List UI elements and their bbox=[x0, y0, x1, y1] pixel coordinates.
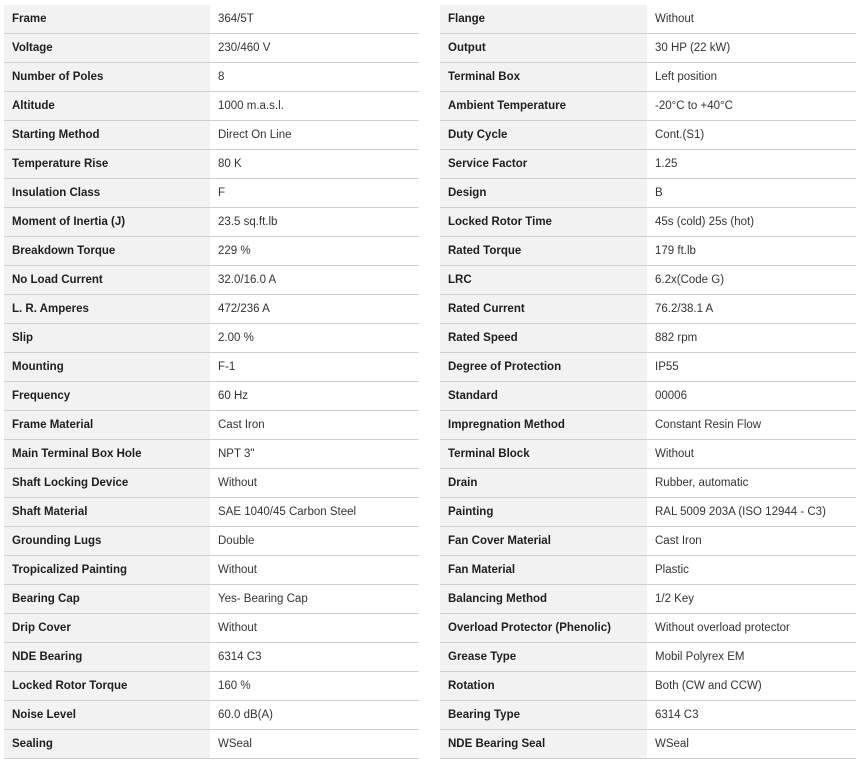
spec-label: Impregnation Method bbox=[440, 411, 647, 440]
spec-label: Slip bbox=[4, 324, 210, 353]
spec-value: Left position bbox=[647, 63, 856, 92]
spec-row bbox=[440, 440, 856, 469]
spec-label: Moment of Inertia (J) bbox=[4, 208, 210, 237]
spec-value: 80 K bbox=[210, 150, 419, 179]
spec-row bbox=[440, 237, 856, 266]
spec-row bbox=[4, 5, 419, 34]
spec-value: 30 HP (22 kW) bbox=[647, 34, 856, 63]
spec-label: Drain bbox=[440, 469, 647, 498]
spec-value: -20°C to +40°C bbox=[647, 92, 856, 121]
spec-value: 2.00 % bbox=[210, 324, 419, 353]
spec-value: Without bbox=[647, 440, 856, 469]
spec-label: Degree of Protection bbox=[440, 353, 647, 382]
spec-label: Rotation bbox=[440, 672, 647, 701]
spec-row bbox=[4, 382, 419, 411]
spec-value: 76.2/38.1 A bbox=[647, 295, 856, 324]
spec-value: Cast Iron bbox=[210, 411, 419, 440]
spec-row bbox=[440, 556, 856, 585]
spec-row bbox=[4, 353, 419, 382]
spec-value: Rubber, automatic bbox=[647, 469, 856, 498]
spec-label: Rated Speed bbox=[440, 324, 647, 353]
spec-value: 160 % bbox=[210, 672, 419, 701]
spec-row bbox=[440, 266, 856, 295]
spec-label: Main Terminal Box Hole bbox=[4, 440, 210, 469]
spec-value: IP55 bbox=[647, 353, 856, 382]
spec-value: Without bbox=[210, 469, 419, 498]
spec-row bbox=[440, 179, 856, 208]
spec-row bbox=[4, 63, 419, 92]
spec-label: Frame Material bbox=[4, 411, 210, 440]
spec-label: Standard bbox=[440, 382, 647, 411]
spec-row bbox=[440, 469, 856, 498]
spec-value: Yes- Bearing Cap bbox=[210, 585, 419, 614]
spec-value: 23.5 sq.ft.lb bbox=[210, 208, 419, 237]
spec-row bbox=[4, 237, 419, 266]
spec-value: 229 % bbox=[210, 237, 419, 266]
spec-value: 8 bbox=[210, 63, 419, 92]
spec-value: 179 ft.lb bbox=[647, 237, 856, 266]
spec-row bbox=[440, 353, 856, 382]
spec-label: NDE Bearing Seal bbox=[440, 730, 647, 759]
spec-label: Fan Cover Material bbox=[440, 527, 647, 556]
spec-label: Altitude bbox=[4, 92, 210, 121]
spec-row bbox=[4, 208, 419, 237]
spec-label: Balancing Method bbox=[440, 585, 647, 614]
spec-value: 1.25 bbox=[647, 150, 856, 179]
spec-row bbox=[440, 150, 856, 179]
spec-row bbox=[4, 179, 419, 208]
spec-row bbox=[4, 411, 419, 440]
spec-value: Cont.(S1) bbox=[647, 121, 856, 150]
spec-value: Constant Resin Flow bbox=[647, 411, 856, 440]
spec-label: Terminal Block bbox=[440, 440, 647, 469]
spec-row bbox=[4, 643, 419, 672]
spec-label: Painting bbox=[440, 498, 647, 527]
spec-label: L. R. Amperes bbox=[4, 295, 210, 324]
spec-label: No Load Current bbox=[4, 266, 210, 295]
spec-row bbox=[4, 266, 419, 295]
spec-row bbox=[440, 208, 856, 237]
spec-row bbox=[4, 469, 419, 498]
spec-value: SAE 1040/45 Carbon Steel bbox=[210, 498, 419, 527]
spec-label: Temperature Rise bbox=[4, 150, 210, 179]
spec-value: Plastic bbox=[647, 556, 856, 585]
spec-row bbox=[4, 556, 419, 585]
spec-row bbox=[440, 411, 856, 440]
spec-row bbox=[4, 92, 419, 121]
spec-label: Bearing Type bbox=[440, 701, 647, 730]
spec-row bbox=[440, 498, 856, 527]
spec-table-left-body bbox=[4, 5, 419, 759]
spec-value: 00006 bbox=[647, 382, 856, 411]
spec-label: Terminal Box bbox=[440, 63, 647, 92]
spec-value: 364/5T bbox=[210, 5, 419, 34]
spec-label: Locked Rotor Time bbox=[440, 208, 647, 237]
spec-label: Tropicalized Painting bbox=[4, 556, 210, 585]
spec-label: Rated Torque bbox=[440, 237, 647, 266]
spec-label: Bearing Cap bbox=[4, 585, 210, 614]
spec-label: Mounting bbox=[4, 353, 210, 382]
spec-label: Output bbox=[440, 34, 647, 63]
spec-value: Direct On Line bbox=[210, 121, 419, 150]
spec-value: F-1 bbox=[210, 353, 419, 382]
spec-value: RAL 5009 203A (ISO 12944 - C3) bbox=[647, 498, 856, 527]
spec-value: Without bbox=[647, 5, 856, 34]
spec-row bbox=[440, 324, 856, 353]
spec-label: Rated Current bbox=[440, 295, 647, 324]
spec-row bbox=[4, 498, 419, 527]
spec-row bbox=[4, 614, 419, 643]
spec-row bbox=[440, 34, 856, 63]
spec-label: Insulation Class bbox=[4, 179, 210, 208]
spec-row bbox=[440, 121, 856, 150]
spec-value: NPT 3" bbox=[210, 440, 419, 469]
spec-value: 1/2 Key bbox=[647, 585, 856, 614]
spec-row bbox=[440, 643, 856, 672]
spec-label: Starting Method bbox=[4, 121, 210, 150]
spec-value: 45s (cold) 25s (hot) bbox=[647, 208, 856, 237]
spec-label: Ambient Temperature bbox=[440, 92, 647, 121]
spec-value: 6.2x(Code G) bbox=[647, 266, 856, 295]
spec-label: Number of Poles bbox=[4, 63, 210, 92]
spec-row bbox=[440, 63, 856, 92]
spec-row bbox=[440, 701, 856, 730]
spec-value: Without bbox=[210, 614, 419, 643]
spec-row bbox=[4, 295, 419, 324]
spec-label: Voltage bbox=[4, 34, 210, 63]
spec-value: 32.0/16.0 A bbox=[210, 266, 419, 295]
spec-label: Design bbox=[440, 179, 647, 208]
spec-value: Without overload protector bbox=[647, 614, 856, 643]
spec-label: Breakdown Torque bbox=[4, 237, 210, 266]
spec-value: B bbox=[647, 179, 856, 208]
spec-row bbox=[4, 150, 419, 179]
spec-row bbox=[440, 527, 856, 556]
spec-value: WSeal bbox=[647, 730, 856, 759]
spec-row bbox=[4, 121, 419, 150]
spec-label: NDE Bearing bbox=[4, 643, 210, 672]
spec-value: Double bbox=[210, 527, 419, 556]
spec-row bbox=[4, 672, 419, 701]
spec-label: Overload Protector (Phenolic) bbox=[440, 614, 647, 643]
spec-row bbox=[4, 34, 419, 63]
spec-value: 230/460 V bbox=[210, 34, 419, 63]
spec-row bbox=[440, 672, 856, 701]
spec-value: 882 rpm bbox=[647, 324, 856, 353]
spec-value: 60 Hz bbox=[210, 382, 419, 411]
spec-row bbox=[4, 527, 419, 556]
spec-label: Service Factor bbox=[440, 150, 647, 179]
spec-row bbox=[440, 585, 856, 614]
spec-value: F bbox=[210, 179, 419, 208]
spec-row bbox=[4, 730, 419, 759]
spec-label: Frame bbox=[4, 5, 210, 34]
spec-row bbox=[440, 614, 856, 643]
spec-value: Mobil Polyrex EM bbox=[647, 643, 856, 672]
spec-label: LRC bbox=[440, 266, 647, 295]
spec-row bbox=[440, 5, 856, 34]
spec-table-right bbox=[440, 5, 856, 759]
spec-label: Sealing bbox=[4, 730, 210, 759]
spec-label: Flange bbox=[440, 5, 647, 34]
spec-value: 6314 C3 bbox=[210, 643, 419, 672]
spec-label: Fan Material bbox=[440, 556, 647, 585]
spec-row bbox=[4, 440, 419, 469]
spec-label: Shaft Material bbox=[4, 498, 210, 527]
spec-label: Drip Cover bbox=[4, 614, 210, 643]
spec-value: 60.0 dB(A) bbox=[210, 701, 419, 730]
spec-row bbox=[4, 701, 419, 730]
spec-row bbox=[440, 730, 856, 759]
spec-value: 1000 m.a.s.l. bbox=[210, 92, 419, 121]
spec-label: Noise Level bbox=[4, 701, 210, 730]
spec-table-right-body bbox=[440, 5, 856, 759]
spec-label: Shaft Locking Device bbox=[4, 469, 210, 498]
spec-label: Frequency bbox=[4, 382, 210, 411]
spec-value: 6314 C3 bbox=[647, 701, 856, 730]
spec-value: WSeal bbox=[210, 730, 419, 759]
spec-label: Duty Cycle bbox=[440, 121, 647, 150]
spec-table-left bbox=[4, 5, 419, 759]
spec-label: Grounding Lugs bbox=[4, 527, 210, 556]
spec-value: 472/236 A bbox=[210, 295, 419, 324]
spec-value: Both (CW and CCW) bbox=[647, 672, 856, 701]
spec-row bbox=[4, 324, 419, 353]
spec-row bbox=[4, 585, 419, 614]
spec-row bbox=[440, 92, 856, 121]
spec-value: Without bbox=[210, 556, 419, 585]
spec-row bbox=[440, 295, 856, 324]
spec-value: Cast Iron bbox=[647, 527, 856, 556]
spec-row bbox=[440, 382, 856, 411]
spec-label: Locked Rotor Torque bbox=[4, 672, 210, 701]
spec-label: Grease Type bbox=[440, 643, 647, 672]
